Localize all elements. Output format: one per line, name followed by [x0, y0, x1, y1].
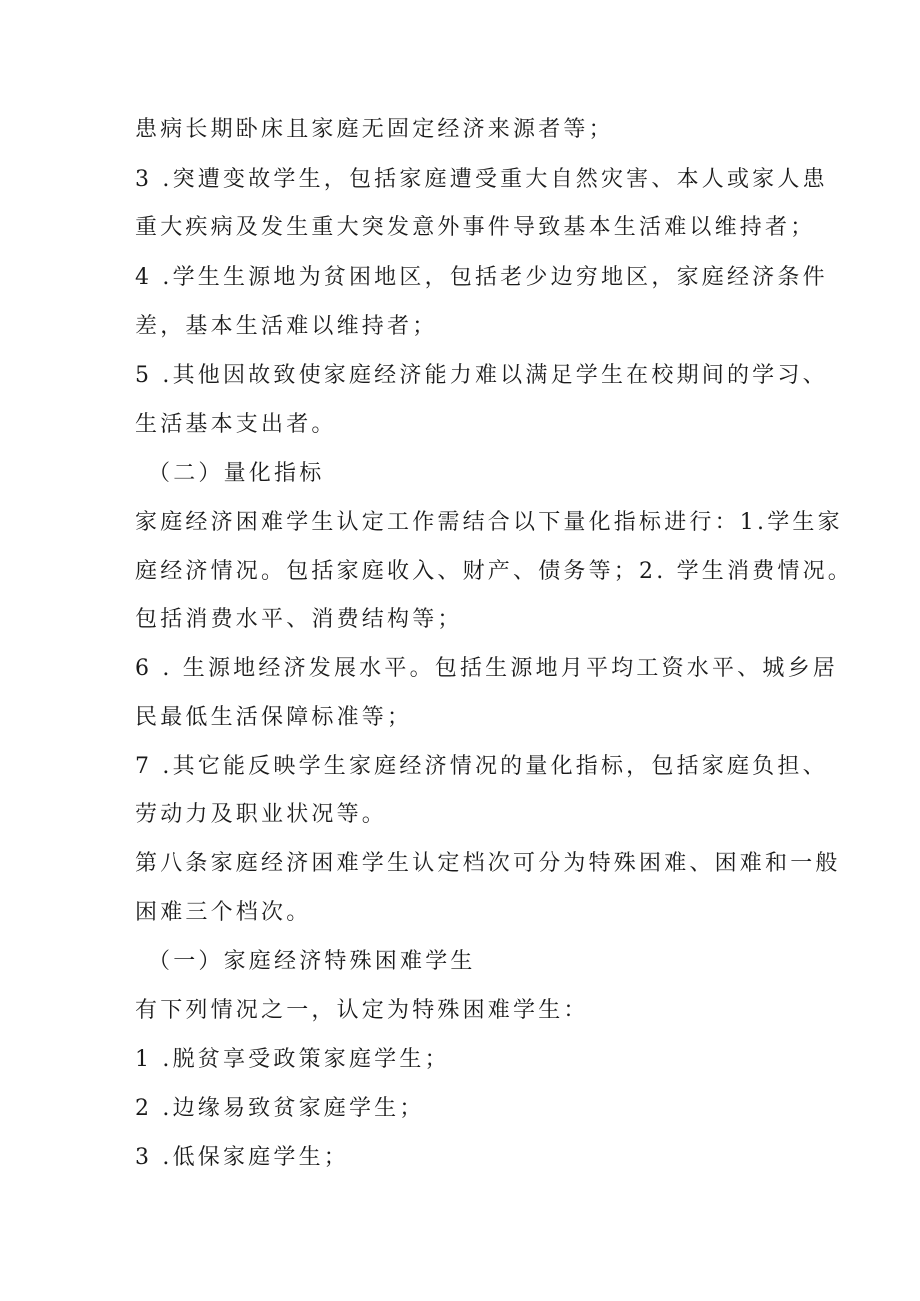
text-line-16: 第八条家庭经济困难学生认定档次可分为特殊困难、困难和一般	[135, 851, 841, 876]
text-line-12: 6 . 生源地经济发展水平。包括生源地月平均工资水平、城乡居	[135, 656, 838, 681]
text-line-11: 包括消费水平、消费结构等；	[135, 607, 463, 632]
text-line-14: 7 .其它能反映学生家庭经济情况的量化指标，包括家庭负担、	[135, 754, 828, 779]
text-line-13: 民最低生活保障标准等；	[135, 705, 413, 730]
text-line-15: 劳动力及职业状况等。	[135, 802, 388, 827]
text-line-7: 生活基本支出者。	[135, 412, 337, 437]
text-line-9: 家庭经济困难学生认定工作需结合以下量化指标进行：1.学生家	[135, 510, 843, 535]
list-item-2: 2 .边缘易致贫家庭学生；	[135, 1096, 425, 1121]
text-line-5: 差，基本生活难以维持者；	[135, 314, 438, 339]
section-heading-special-difficulty: （一）家庭经济特殊困难学生	[148, 949, 476, 974]
section-heading-quantitative: （二）量化指标	[148, 461, 325, 486]
text-line-19: 有下列情况之一，认定为特殊困难学生：	[135, 998, 589, 1023]
text-line-10: 庭经济情况。包括家庭收入、财产、债务等；2. 学生消费情况。	[135, 559, 853, 584]
text-line-4: 4 .学生生源地为贫困地区，包括老少边穷地区，家庭经济条件	[135, 265, 828, 290]
text-line-2: 3 .突遭变故学生，包括家庭遭受重大自然灾害、本人或家人患	[135, 167, 828, 192]
text-line-1: 患病长期卧床且家庭无固定经济来源者等；	[135, 117, 614, 142]
text-line-3: 重大疾病及发生重大突发意外事件导致基本生活难以维持者；	[135, 215, 816, 240]
text-line-17: 困难三个档次。	[135, 900, 312, 925]
list-item-3: 3 .低保家庭学生；	[135, 1145, 349, 1170]
text-line-6: 5 .其他因故致使家庭经济能力难以满足学生在校期间的学习、	[135, 363, 828, 388]
list-item-1: 1 .脱贫享受政策家庭学生；	[135, 1047, 450, 1072]
